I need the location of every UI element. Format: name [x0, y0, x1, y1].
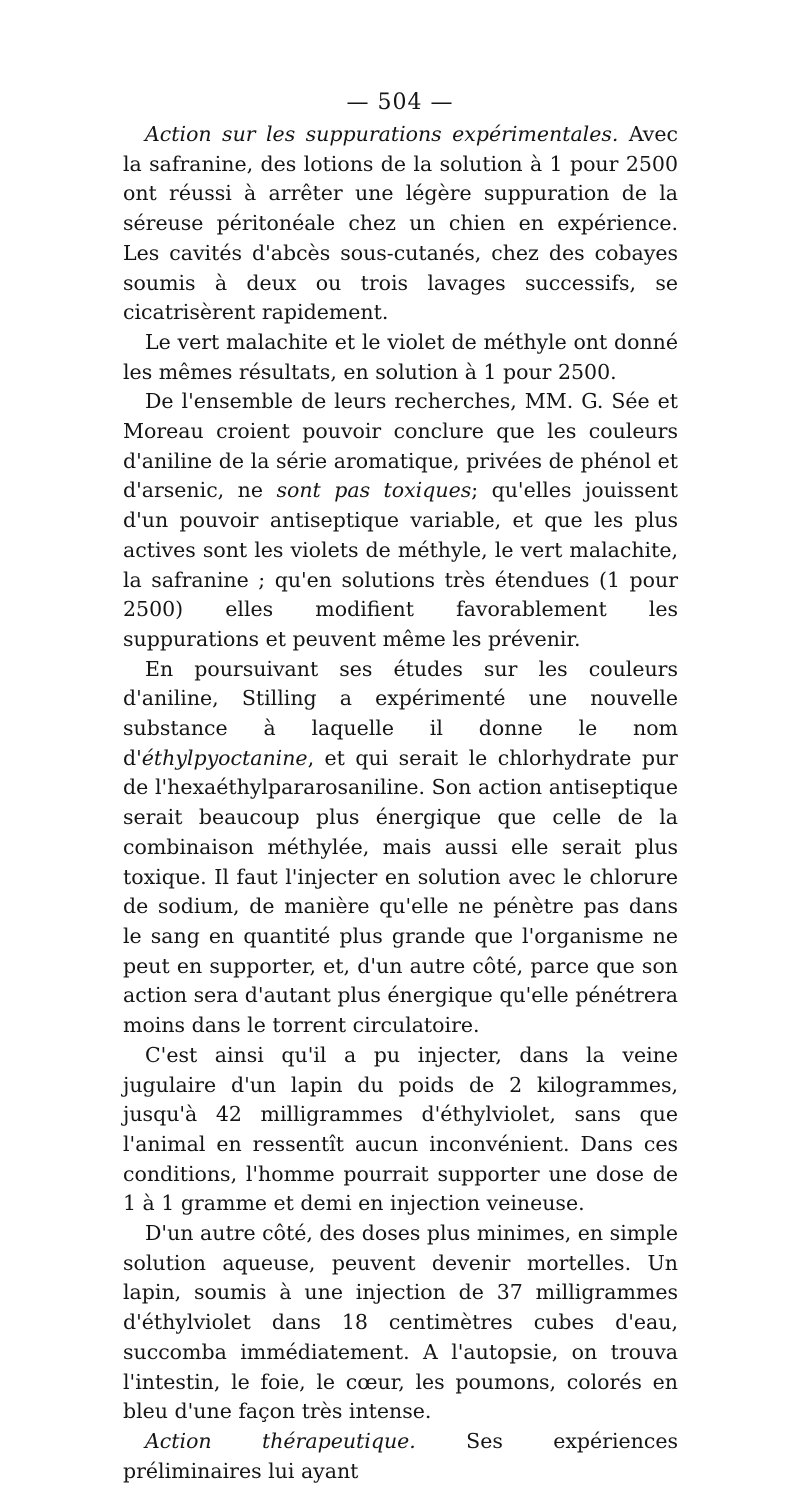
body-text	[123, 120, 678, 1486]
paragraph-malachite: Le vert malachite et le violet de méthyle ont donné les mêmes résultats, en solution à 1 pour 2500.	[123, 329, 678, 384]
paragraph-suppurations: Action sur les suppurations expérimentales. Avec la safranine, des lotions de la solution à 1 pour 2500 ont réussi à arrêter une légère suppuration de la séreuse péritonéale chez un chien en expérience. Les cavités d'abcès sous-cutanés, chez des cobayes soumis à deux ou trois lavages successifs, se cicatrisèrent rapidement.	[123, 122, 678, 325]
page-number: — 504 —	[346, 90, 454, 115]
paragraph-injection: C'est ainsi qu'il a pu injecter, dans la veine jugulaire d'un lapin du poids de 2 kilogrammes, jusqu'à 42 milligrammes d'éthylviolet, sans que l'animal en ressentît aucun inconvénient. Dans ces conditions, l'homme pourrait supporter une dose de 1 à 1 gramme et demi en injection veineuse.	[123, 1042, 678, 1216]
section-heading-therapeutic: Action thérapeutique.	[145, 1428, 416, 1453]
paragraph-toxic-doses: D'un autre côté, des doses plus minimes, en simple solution aqueuse, peuvent devenir mortelles. Un lapin, soumis à une injection de 37 milligrammes d'éthylviolet dans 18 centimètres cubes d'eau, succomba immédiatement. A l'autopsie, on trouva l'intestin, le foie, le cœur, les poumons, colorés en bleu d'une façon très intense.	[123, 1221, 678, 1424]
section-heading-suppurations: Action sur les suppurations expérimentales.	[145, 122, 619, 146]
paragraph-therapeutic: Action thérapeutique. Ses expériences préliminaires lui ayant	[123, 1428, 678, 1483]
paragraph-stilling: En poursuivant ses études sur les couleurs d'aniline, Stilling a expérimenté une nouvelle substance à laquelle il donne le nom d'éthylpyoctanine, et qui serait le chlorhydrate pur de l'hexaéthylpararosaniline. Son action antiseptique serait beaucoup plus énergique que celle de la combinaison méthylée, mais aussi elle serait plus toxique. Il faut l'injecter en solution avec le chlorure de sodium, de manière qu'elle ne pénètre pas dans le sang en quantité plus grande que l'organisme ne peut en supporter, et, d'un autre côté, parce que son action sera d'autant plus énergique qu'elle pénétrera moins dans le torrent circulatoire.	[123, 656, 678, 1038]
paragraph-conclusions: De l'ensemble de leurs recherches, MM. G. Sée et Moreau croient pouvoir conclure que les couleurs d'aniline de la série aromatique, privées de phénol et d'arsenic, ne sont pas toxiques; qu'elles jouissent d'un pouvoir antiseptique variable, et que les plus actives sont les violets de méthyle, le vert malachite, la safranine ; qu'en solutions très étendues (1 pour 2500) elles modifient favorablement les suppurations et peuvent même les prévenir.	[123, 389, 678, 651]
